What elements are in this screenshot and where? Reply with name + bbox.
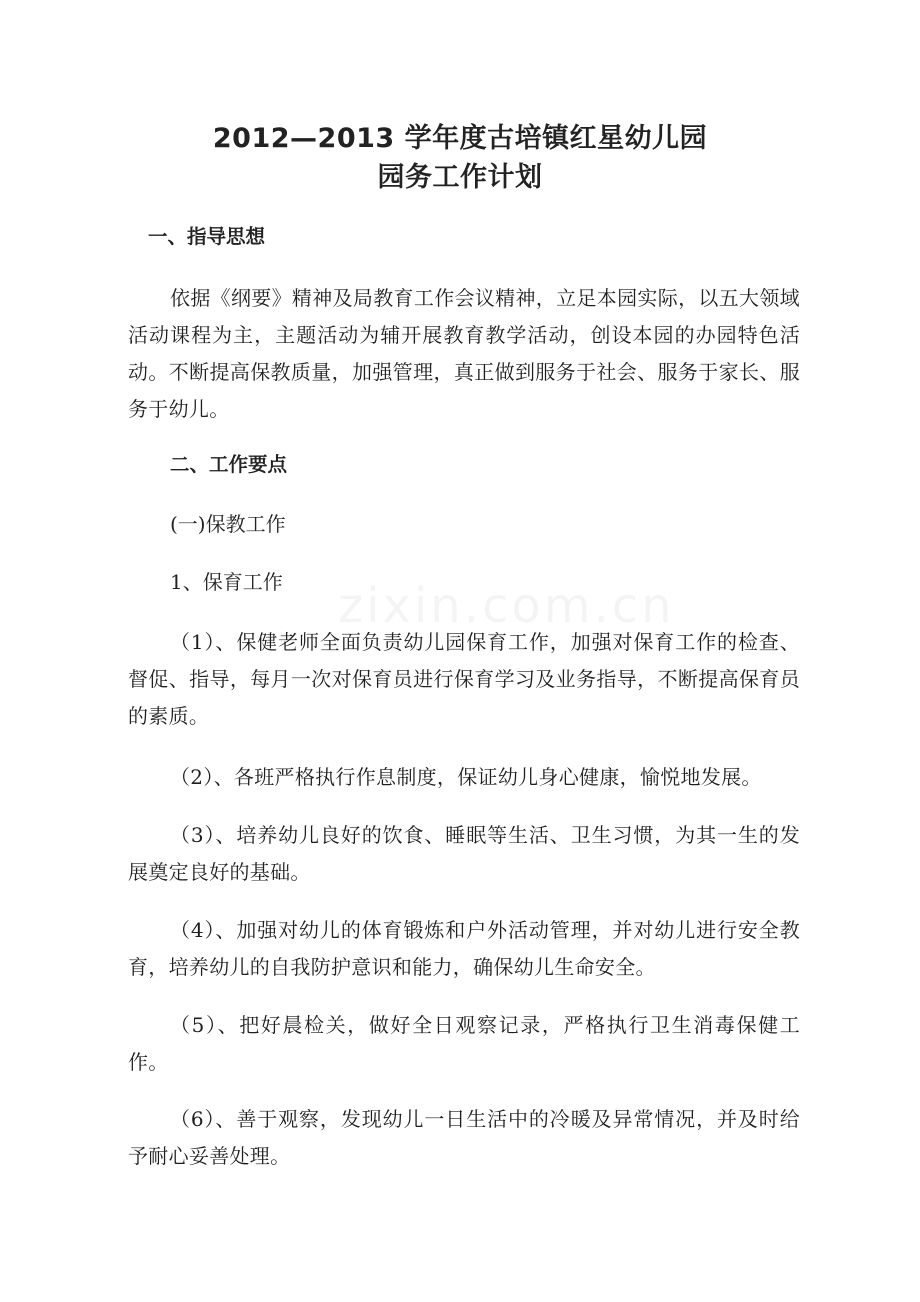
- section-heading-work-points: 二、工作要点: [170, 453, 288, 476]
- list-item: （5）、把好晨检关，做好全日观察记录，严格执行卫生消毒保健工作。: [128, 1013, 800, 1074]
- list-item: （4）、加强对幼儿的体育锻炼和户外活动管理，并对幼儿进行安全教育，培养幼儿的自我防护意识和能力，确保幼儿生命安全。: [128, 918, 800, 979]
- subsection-heading-childcare: 1、保育工作: [170, 570, 283, 594]
- subsection-heading-care-education: (一)保教工作: [170, 512, 286, 536]
- document-title-line1: 2012—2013 学年度古培镇红星幼儿园: [212, 123, 708, 154]
- list-item: （6）、善于观察，发现幼儿一日生活中的冷暖及异常情况，并及时给予耐心妥善处理。: [128, 1107, 800, 1168]
- section-paragraph-guiding-ideology: 依据《纲要》精神及局教育工作会议精神，立足本园实际，以五大领域活动课程为主，主题活动为辅开展教育教学活动，创设本园的办园特色活动。不断提高保教质量，加强管理，真正做到服务于社会、服务于家长、服务于幼儿。: [128, 286, 800, 421]
- section-heading-guiding-ideology: 一、指导思想: [148, 225, 266, 248]
- list-item: （3）、培养幼儿良好的饮食、睡眠等生活、卫生习惯，为其一生的发展奠定良好的基础。: [128, 823, 800, 884]
- list-item: （2）、各班严格执行作息制度，保证幼儿身心健康，愉悦地发展。: [170, 765, 762, 789]
- document-title-line2: 园务工作计划: [377, 162, 543, 193]
- list-item: （1）、保健老师全面负责幼儿园保育工作，加强对保育工作的检查、督促、指导，每月一次对保育员进行保育学习及业务指导，不断提高保育员的素质。: [128, 630, 800, 728]
